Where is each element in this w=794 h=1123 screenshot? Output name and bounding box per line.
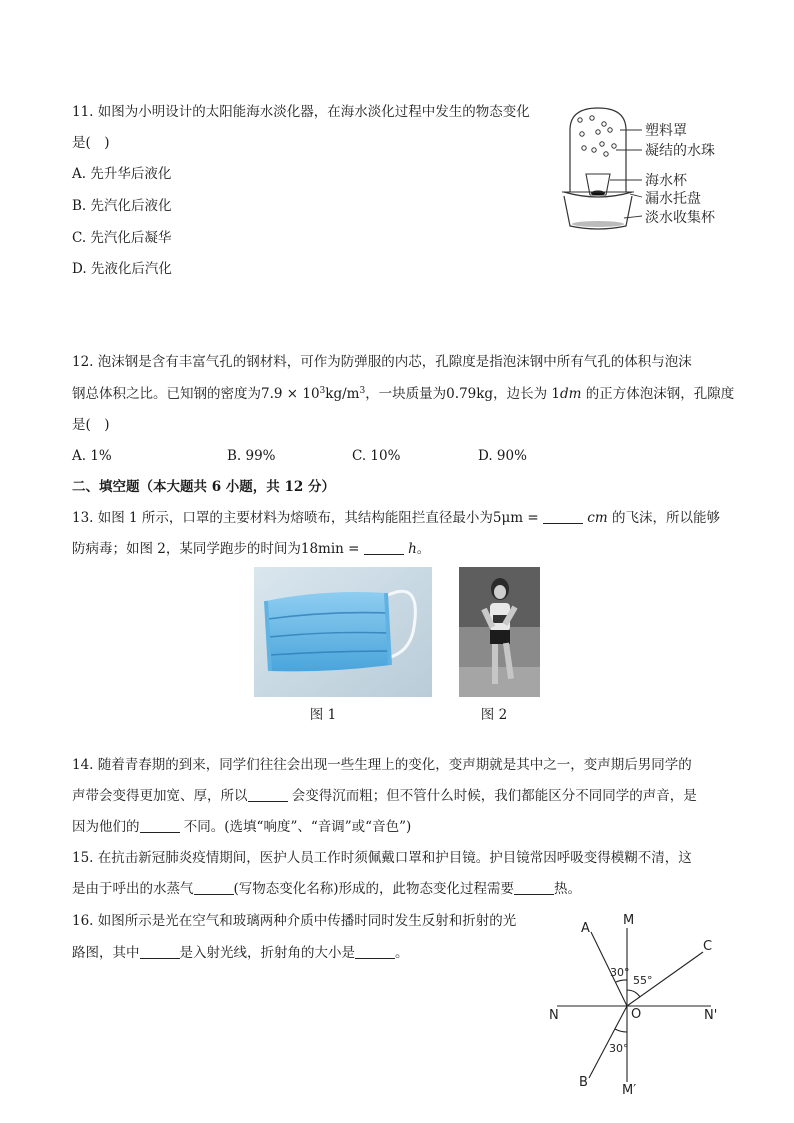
q16-blank-2[interactable] [355,944,395,959]
label-N: N [549,1008,559,1023]
label-B: B [579,1075,588,1090]
q15-line1: 15. 在抗击新冠肺炎疫情期间，医护人员工作时须佩戴口罩和护目镜。护目镜常因呼吸变得模糊不清，这 [72,850,692,866]
angle-top-label: 30° [610,966,630,979]
q15-blank-1[interactable] [194,880,234,895]
q11-option-d: D. 先液化后汽化 [72,261,172,277]
label-plastic-cover: 塑料罩 [645,123,687,139]
label-condensed-droplets: 凝结的水珠 [645,143,715,159]
q16-line2: 路图，其中 是入射光线，折射角的大小是 。 [72,945,409,961]
solar-desalinator-figure [558,100,728,235]
q12-option-c: C. 10% [352,448,401,464]
angle-bottom-label: 30° [609,1042,629,1055]
q13-line1: 13. 如图 1 所示，口罩的主要材料为熔喷布，其结构能阻拦直径最小为5μm = cm 的飞沫，所以能够 [72,510,720,526]
label-A: A [581,921,590,936]
q14-line2: 声带会变得更加宽、厚，所以 会变得沉而粗；但不管什么时候，我们都能区分不同同学的声音，是 [72,788,697,804]
q14-blank-1[interactable] [248,787,288,802]
q15-line2: 是由于呼出的水蒸气 (写物态变化名称)形成的，此物态变化过程需要 热。 [72,881,582,897]
runner-photo [459,567,540,697]
q14-line1: 14. 随着青春期的到来，同学们往往会出现一些生理上的变化，变声期就是其中之一，变声期后男同学的 [72,757,692,773]
q13-blank-1[interactable] [543,509,583,524]
q13-line2: 防病毒；如图 2，某同学跑步的时间为18min = h。 [72,541,431,557]
label-C: C [703,939,713,954]
q11-stem-line1: 11. 如图为小明设计的太阳能海水淡化器，在海水淡化过程中发生的物态变化 [72,104,530,120]
q11-option-b: B. 先汽化后液化 [72,198,172,214]
label-O: O [631,1007,642,1022]
q16-line1: 16. 如图所示是光在空气和玻璃两种介质中传播时同时发生反射和折射的光 [72,913,517,929]
light-ray-diagram [545,910,725,1100]
mask-photo [254,567,432,697]
section-fill-in-heading: 二、填空题（本大题共 6 小题，共 12 分） [72,479,336,495]
label-N-prime: N' [704,1008,718,1023]
q12-stem-line1: 12. 泡沫钢是含有丰富气孔的钢材料，可作为防弹服的内芯，孔隙度是指泡沫钢中所有气孔的体积与泡沫 [72,354,692,370]
label-seawater-cup: 海水杯 [645,173,687,189]
figure-1-caption: 图 1 [309,707,337,723]
q13-blank-2[interactable] [364,540,404,555]
q12-option-a: A. 1% [72,448,112,464]
q11-option-c: C. 先汽化后凝华 [72,230,172,246]
angle-right-label: 55° [633,974,653,987]
label-M-prime: M′ [622,1083,637,1098]
q11-stem-line2: 是( ) [72,135,110,151]
q12-stem-line2: 钢总体积之比。已知钢的密度为$7.9 \times 10^3kg/m^3$，一块质量为0.79kg，边长为 1dm 的正方体泡沫钢，孔隙度 [72,386,735,402]
figure-2-caption: 图 2 [480,707,508,723]
q14-blank-2[interactable] [140,818,180,833]
q15-blank-2[interactable] [514,880,554,895]
q11-option-a: A. 先升华后液化 [72,166,172,182]
label-freshwater-cup: 淡水收集杯 [645,210,715,226]
q14-line3: 因为他们的 不同。(选填“响度”、“音调”或“音色”) [72,819,412,835]
q16-blank-1[interactable] [140,944,180,959]
q12-option-d: D. 90% [478,448,527,464]
q12-stem-line3: 是( ) [72,417,110,433]
label-drain-tray: 漏水托盘 [645,191,701,207]
label-M: M [623,913,635,928]
q12-option-b: B. 99% [227,448,276,464]
